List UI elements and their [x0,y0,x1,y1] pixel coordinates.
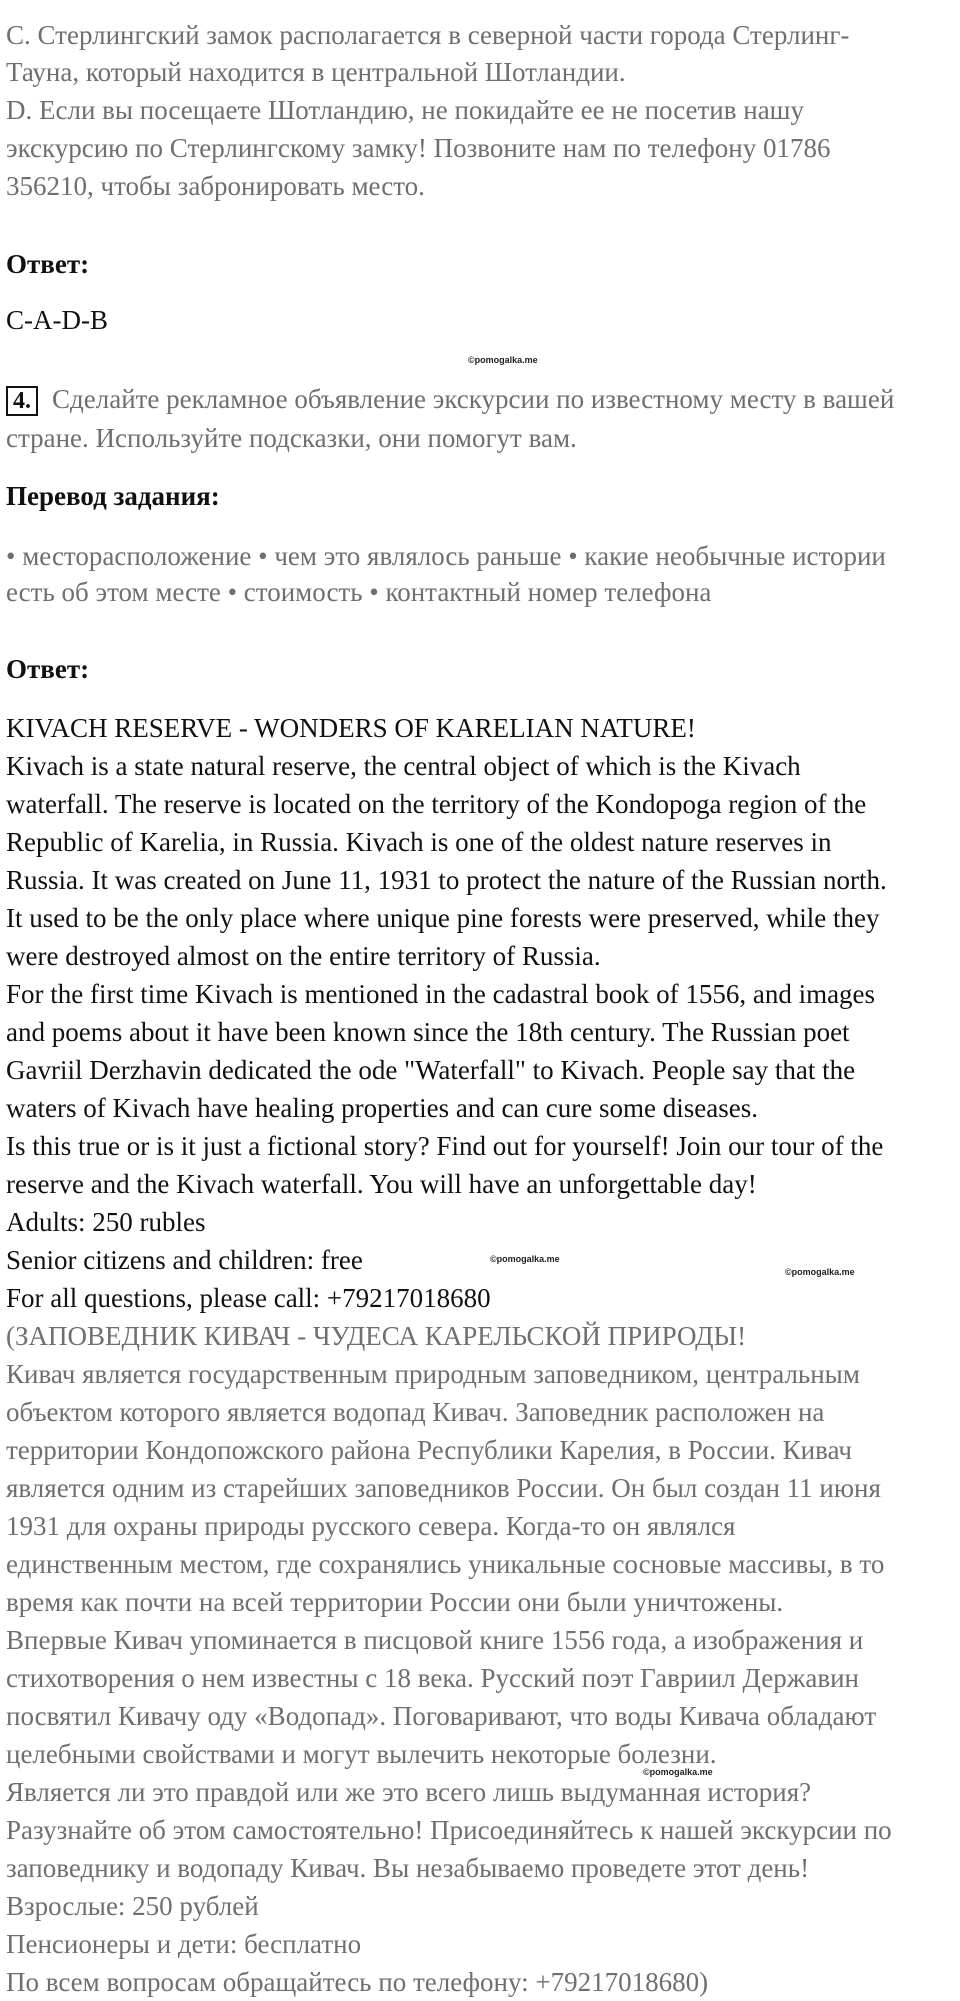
intro-line: Тауна, который находится в центральной Шотландии. [6,57,626,87]
english-line: waters of Kivach have healing properties and can cure some diseases. [6,1093,758,1123]
answer-label: Ответ: [6,249,90,279]
answer-value: C-A-D-B [6,305,108,335]
translation-line: • месторасположение • чем это являлось раньше • какие необычные истории [6,541,886,571]
intro-line: C. Стерлингский замок располагается в северной части города Стерлинг- [6,20,850,50]
russian-line: объектом которого является водопад Кивач. Заповедник расположен на [6,1397,825,1427]
english-line: reserve and the Kivach waterfall. You will have an unforgettable day! [6,1169,757,1199]
watermark: ©pomogalka.me [643,1767,713,1777]
russian-line: 1931 для охраны природы русского севера. Когда-то он являлся [6,1511,736,1541]
english-line: and poems about it have been known since the 18th century. The Russian poet [6,1017,850,1047]
english-line: were destroyed almost on the entire territory of Russia. [6,941,601,971]
english-line: Russia. It was created on June 11, 1931 to protect the nature of the Russian north. [6,865,887,895]
russian-line: Разузнайте об этом самостоятельно! Присоединяйтесь к нашей экскурсии по [6,1815,892,1845]
task-number-box: 4. [6,386,38,416]
task-line [6,380,894,418]
english-line: For all questions, please call: +79217018680 [6,1283,491,1313]
translation-line: есть об этом месте • стоимость • контактный номер телефона [6,577,712,607]
intro-line: D. Если вы посещаете Шотландию, не покидайте ее не посетив нашу [6,95,804,125]
task-text: Сделайте рекламное объявление экскурсии по известному месту в вашей [52,384,895,414]
russian-line: Кивач является государственным природным заповедником, центральным [6,1359,860,1389]
russian-line: территории Кондопожского района Республики Карелия, в России. Кивач [6,1435,852,1465]
english-line: Is this true or is it just a fictional story? Find out for yourself! Join our tour of the [6,1131,884,1161]
russian-line: является одним из старейших заповедников России. Он был создан 11 июня [6,1473,881,1503]
english-line: It used to be the only place where unique pine forests were preserved, while they [6,903,880,933]
english-line: Gavriil Derzhavin dedicated the ode "Waterfall" to Kivach. People say that the [6,1055,856,1085]
intro-line: экскурсию по Стерлингскому замку! Позвоните нам по телефону 01786 [6,133,831,163]
russian-line: целебными свойствами и могут вылечить некоторые болезни. [6,1739,717,1769]
russian-line: единственным местом, где сохранялись уникальные сосновые массивы, в то [6,1549,885,1579]
english-line: Adults: 250 rubles [6,1207,206,1237]
intro-line: 356210, чтобы забронировать место. [6,171,425,201]
russian-line: стихотворения о нем известны с 18 века. Русский поэт Гавриил Державин [6,1663,859,1693]
translation-label: Перевод задания: [6,481,220,511]
watermark: ©pomogalka.me [490,1254,560,1264]
english-line: Senior citizens and children: free [6,1245,363,1275]
russian-line: (ЗАПОВЕДНИК КИВАЧ - ЧУДЕСА КАРЕЛЬСКОЙ ПРИРОДЫ! [6,1321,747,1351]
watermark: ©pomogalka.me [468,355,538,365]
answer-label: Ответ: [6,654,90,684]
english-line: Republic of Karelia, in Russia. Kivach is one of the oldest nature reserves in [6,827,832,857]
russian-line: время как почти на всей территории России они были уничтожены. [6,1587,784,1617]
russian-line: заповеднику и водопаду Кивач. Вы незабываемо проведете этот день! [6,1853,810,1883]
russian-line: Впервые Кивач упоминается в писцовой книге 1556 года, а изображения и [6,1625,864,1655]
english-line: KIVACH RESERVE - WONDERS OF KARELIAN NATURE! [6,713,696,743]
english-line: waterfall. The reserve is located on the territory of the Kondopoga region of the [6,789,867,819]
russian-line: Является ли это правдой или же это всего лишь выдуманная история? [6,1777,812,1807]
russian-line: посвятил Кивачу оду «Водопад». Поговаривают, что воды Кивача обладают [6,1701,877,1731]
russian-line: Пенсионеры и дети: бесплатно [6,1929,362,1959]
english-line: Kivach is a state natural reserve, the central object of which is the Kivach [6,751,801,781]
english-line: For the first time Kivach is mentioned in the cadastral book of 1556, and images [6,979,876,1009]
task-line-2: стране. Используйте подсказки, они помогут вам. [6,423,577,453]
russian-line: Взрослые: 250 рублей [6,1891,259,1921]
russian-line: По всем вопросам обращайтесь по телефону: +79217018680) [6,1967,709,1997]
watermark: ©pomogalka.me [785,1267,855,1277]
